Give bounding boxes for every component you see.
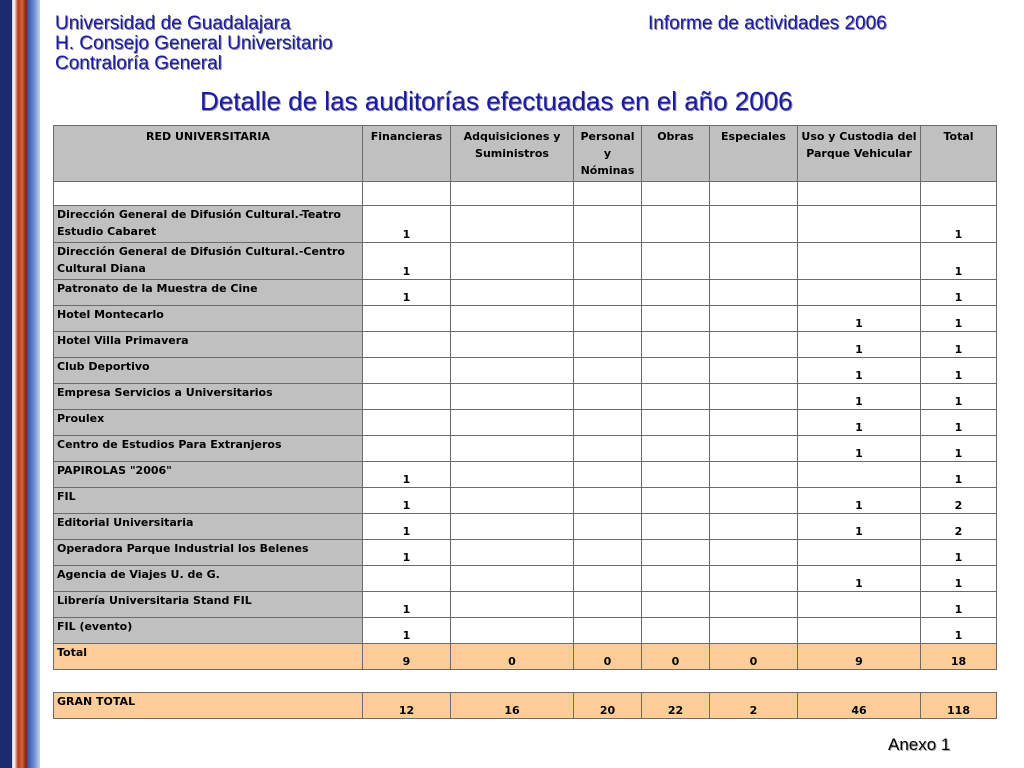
table-row <box>54 436 997 462</box>
value-cell <box>574 280 642 306</box>
value-cell <box>798 206 921 243</box>
table-header-row <box>54 126 997 182</box>
value-cell <box>642 384 710 410</box>
value-cell <box>710 332 798 358</box>
value-cell <box>574 243 642 280</box>
value-cell <box>642 410 710 436</box>
value-cell: 1 <box>798 514 921 540</box>
column-header: Uso y Custodia del Parque Vehicular <box>798 126 921 182</box>
row-label: Librería Universitaria Stand FIL <box>54 592 363 618</box>
row-label: Editorial Universitaria <box>54 514 363 540</box>
blank-row <box>54 182 997 206</box>
value-cell <box>798 280 921 306</box>
row-label: Club Deportivo <box>54 358 363 384</box>
row-label: Agencia de Viajes U. de G. <box>54 566 363 592</box>
value-cell: 1 <box>921 358 997 384</box>
value-cell <box>710 206 798 243</box>
value-cell <box>451 618 574 644</box>
value-cell <box>363 332 451 358</box>
value-cell: 1 <box>798 436 921 462</box>
row-label: GRAN TOTAL <box>54 693 363 719</box>
value-cell: 1 <box>921 540 997 566</box>
value-cell <box>574 566 642 592</box>
row-label: Empresa Servicios a Universitarios <box>54 384 363 410</box>
value-cell: 1 <box>798 306 921 332</box>
table-row <box>54 410 997 436</box>
table-row <box>54 566 997 592</box>
value-cell: 1 <box>363 488 451 514</box>
report-title: Informe de actividades 2006 <box>648 13 887 34</box>
value-cell: 1 <box>798 410 921 436</box>
value-cell <box>642 488 710 514</box>
column-header: Obras <box>642 126 710 182</box>
value-cell <box>710 488 798 514</box>
value-cell <box>642 592 710 618</box>
value-cell: 9 <box>798 644 921 670</box>
table-row <box>54 462 997 488</box>
value-cell <box>642 436 710 462</box>
value-cell <box>574 488 642 514</box>
value-cell <box>451 514 574 540</box>
value-cell <box>574 514 642 540</box>
value-cell <box>363 358 451 384</box>
value-cell <box>451 332 574 358</box>
value-cell: 1 <box>921 592 997 618</box>
value-cell <box>642 243 710 280</box>
value-cell: 1 <box>363 592 451 618</box>
value-cell: 1 <box>363 540 451 566</box>
table-row <box>54 280 997 306</box>
value-cell <box>710 436 798 462</box>
value-cell <box>710 592 798 618</box>
value-cell: 1 <box>363 514 451 540</box>
value-cell: 1 <box>921 410 997 436</box>
value-cell <box>451 358 574 384</box>
value-cell <box>798 592 921 618</box>
value-cell <box>642 566 710 592</box>
value-cell: 1 <box>921 618 997 644</box>
value-cell <box>451 306 574 332</box>
value-cell <box>710 280 798 306</box>
value-cell: 118 <box>921 693 997 719</box>
row-label: Total <box>54 644 363 670</box>
table-row <box>54 618 997 644</box>
column-header: RED UNIVERSITARIA <box>54 126 363 182</box>
value-cell: 1 <box>798 488 921 514</box>
value-cell <box>710 306 798 332</box>
comptroller-name: Contraloría General <box>55 53 222 74</box>
value-cell: 0 <box>574 644 642 670</box>
table-row <box>54 306 997 332</box>
value-cell <box>710 384 798 410</box>
value-cell <box>451 280 574 306</box>
value-cell <box>574 462 642 488</box>
value-cell <box>451 410 574 436</box>
row-label: Proulex <box>54 410 363 436</box>
row-label: Hotel Montecarlo <box>54 306 363 332</box>
value-cell <box>798 540 921 566</box>
value-cell <box>642 514 710 540</box>
value-cell: 1 <box>363 280 451 306</box>
total-row <box>54 644 997 670</box>
value-cell <box>710 462 798 488</box>
value-cell: 20 <box>574 693 642 719</box>
row-label: Dirección General de Difusión Cultural.-Centro Cultural Diana <box>54 243 363 280</box>
row-label: PAPIROLAS "2006" <box>54 462 363 488</box>
value-cell: 0 <box>642 644 710 670</box>
table-row <box>54 243 997 280</box>
value-cell <box>642 540 710 566</box>
value-cell <box>710 243 798 280</box>
annex-label: Anexo 1 <box>888 735 951 754</box>
value-cell <box>574 436 642 462</box>
value-cell: 2 <box>921 514 997 540</box>
value-cell <box>451 243 574 280</box>
value-cell <box>451 206 574 243</box>
value-cell <box>710 358 798 384</box>
row-label: Centro de Estudios Para Extranjeros <box>54 436 363 462</box>
table-row <box>54 384 997 410</box>
value-cell <box>363 384 451 410</box>
value-cell: 1 <box>363 206 451 243</box>
value-cell <box>363 566 451 592</box>
value-cell <box>451 488 574 514</box>
value-cell: 1 <box>798 566 921 592</box>
column-header: Financieras <box>363 126 451 182</box>
audits-table-body <box>54 126 997 719</box>
value-cell <box>574 306 642 332</box>
decorative-side-bar <box>0 0 40 768</box>
value-cell: 1 <box>921 566 997 592</box>
value-cell: 1 <box>921 462 997 488</box>
value-cell: 1 <box>363 618 451 644</box>
value-cell: 1 <box>798 358 921 384</box>
council-name: H. Consejo General Universitario <box>55 33 333 54</box>
value-cell <box>574 358 642 384</box>
table-row <box>54 514 997 540</box>
spacer-row <box>54 670 997 693</box>
value-cell <box>451 462 574 488</box>
value-cell <box>642 618 710 644</box>
table-row <box>54 540 997 566</box>
column-header: Personal y Nóminas <box>574 126 642 182</box>
table-row <box>54 332 997 358</box>
value-cell <box>451 566 574 592</box>
value-cell <box>798 618 921 644</box>
table-row <box>54 488 997 514</box>
audits-table <box>53 125 997 719</box>
value-cell: 2 <box>710 693 798 719</box>
value-cell: 18 <box>921 644 997 670</box>
value-cell: 1 <box>921 206 997 243</box>
value-cell <box>363 410 451 436</box>
value-cell: 22 <box>642 693 710 719</box>
value-cell <box>363 436 451 462</box>
value-cell: 1 <box>363 462 451 488</box>
column-header: Especiales <box>710 126 798 182</box>
value-cell: 2 <box>921 488 997 514</box>
value-cell <box>451 436 574 462</box>
value-cell: 1 <box>921 280 997 306</box>
university-name: Universidad de Guadalajara <box>55 13 291 34</box>
row-label: FIL (evento) <box>54 618 363 644</box>
value-cell <box>710 540 798 566</box>
value-cell: 1 <box>363 243 451 280</box>
value-cell <box>642 206 710 243</box>
value-cell <box>451 592 574 618</box>
value-cell <box>574 410 642 436</box>
value-cell <box>574 540 642 566</box>
value-cell <box>710 410 798 436</box>
value-cell <box>710 618 798 644</box>
value-cell: 1 <box>798 332 921 358</box>
value-cell <box>798 243 921 280</box>
value-cell: 1 <box>921 243 997 280</box>
value-cell <box>574 592 642 618</box>
row-label: Dirección General de Difusión Cultural.-Teatro Estudio Cabaret <box>54 206 363 243</box>
value-cell <box>451 384 574 410</box>
value-cell: 1 <box>921 436 997 462</box>
row-label: Operadora Parque Industrial los Belenes <box>54 540 363 566</box>
value-cell: 0 <box>710 644 798 670</box>
value-cell <box>798 462 921 488</box>
slide-title: Detalle de las auditorías efectuadas en el año 2006 <box>200 86 793 116</box>
value-cell <box>642 332 710 358</box>
value-cell <box>574 332 642 358</box>
column-header: Adquisiciones y Suministros <box>451 126 574 182</box>
value-cell: 1 <box>921 306 997 332</box>
value-cell: 1 <box>921 332 997 358</box>
value-cell <box>574 618 642 644</box>
value-cell <box>574 384 642 410</box>
value-cell: 1 <box>798 384 921 410</box>
value-cell <box>642 358 710 384</box>
value-cell: 0 <box>451 644 574 670</box>
table-row <box>54 592 997 618</box>
table-row <box>54 358 997 384</box>
value-cell: 1 <box>921 384 997 410</box>
value-cell <box>451 540 574 566</box>
row-label: Patronato de la Muestra de Cine <box>54 280 363 306</box>
value-cell <box>642 280 710 306</box>
value-cell <box>710 514 798 540</box>
value-cell: 9 <box>363 644 451 670</box>
value-cell: 16 <box>451 693 574 719</box>
row-label: FIL <box>54 488 363 514</box>
value-cell: 12 <box>363 693 451 719</box>
value-cell <box>710 566 798 592</box>
value-cell <box>642 306 710 332</box>
row-label: Hotel Villa Primavera <box>54 332 363 358</box>
grand-total-row <box>54 693 997 719</box>
value-cell <box>574 206 642 243</box>
table-row <box>54 206 997 243</box>
column-header: Total <box>921 126 997 182</box>
value-cell <box>642 462 710 488</box>
value-cell: 46 <box>798 693 921 719</box>
value-cell <box>363 306 451 332</box>
